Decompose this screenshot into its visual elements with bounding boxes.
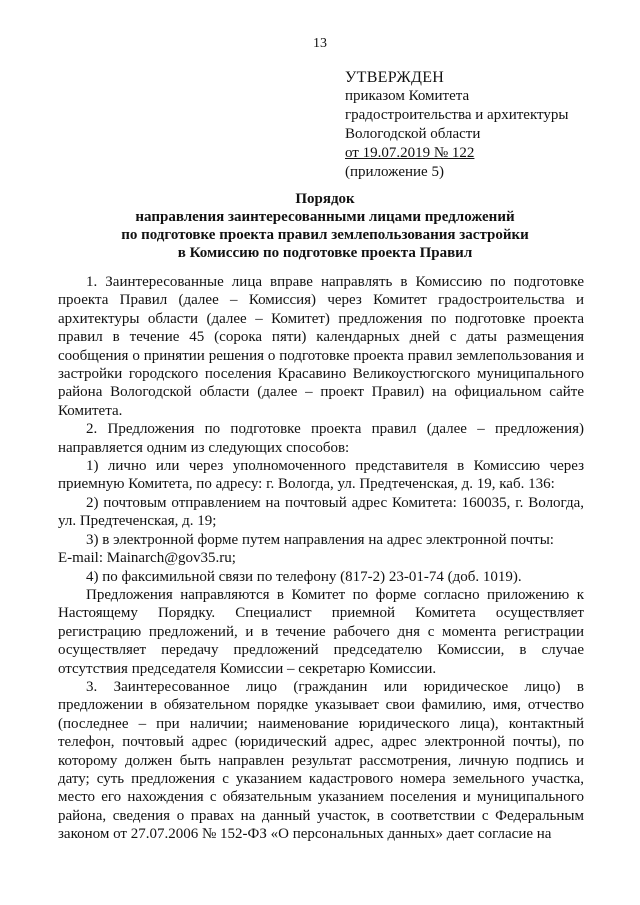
paragraph-2-item-3: 3) в электронной форме путем направления на адрес электронной почты: [86, 531, 554, 548]
title-line-4: в Комиссию по подготовке проекта Правил [177, 245, 473, 261]
paragraph-2-note: Предложения направляются в Комитет по форме согласно приложению к Настоящему Порядку. Специалист приемной Комитета осуществляет регистрацию предложений, и в течение рабочего дня с момента регистрации осуществляет передачу предложений председателю Комиссии, в случае отсутствия председателя Комиссии – секретарю Комиссии. [58, 586, 584, 677]
approval-appendix: (приложение 5) [345, 164, 444, 180]
title-line-3: по подготовке проекта правил землепользования застройки [121, 227, 529, 243]
paragraph-2-item-4: 4) по факсимильной связи по телефону (817-2) 23-01-74 (доб. 1019). [86, 568, 522, 585]
page-number: 13 [313, 36, 327, 51]
paragraph-2-item-2: 2) почтовым отправлением на почтовый адрес Комитета: 160035, г. Вологда, ул. Предтеченская, д. 19; [58, 494, 584, 530]
paragraph-2-item-1: 1) лично или через уполномоченного представителя в Комиссию через приемную Комитета, по адресу: г. Вологда, ул. Предтеченская, д. 19, каб. 136: [58, 458, 584, 493]
document-title [60, 190, 590, 262]
document-body [58, 273, 584, 844]
paragraph-3: 3. Заинтересованное лицо (гражданин или юридическое лицо) в предложении в обязательном порядке указывает свои фамилию, имя, отчество (последнее – при наличии; наименование юридического лица), контактный телефон, почтовый адрес (юридический адрес, адрес электронной почты), по которому должен быть направлен результат рассмотрения, личную подпись и дату; суть предложения с указанием кадастрового номера земельного участка, место его нахождения с обязательным указанием поселения и муниципального района, сведения о правах на данный участок, в соответствии с Федеральным законом от 27.07.2006 № 152-ФЗ «О персональных данных» дает согласие на [58, 678, 584, 843]
approval-line-3: Вологодской области [345, 126, 481, 142]
approval-line-1: приказом Комитета [345, 88, 470, 104]
title-line-2: направления заинтересованными лицами предложений [135, 209, 515, 225]
approval-order: от 19.07.2019 № 122 [345, 145, 475, 161]
approval-heading: УТВЕРЖДЕН [345, 69, 445, 86]
approval-stamp [345, 68, 568, 182]
title-line-1: Порядок [295, 191, 355, 207]
paragraph-1: 1. Заинтересованные лица вправе направлять в Комиссию по подготовке проекта Правил (далее – Комиссия) через Комитет градостроительства и архитектуры области (далее – Комитет) предложения по подготовке проекта правил в течение 45 (сорока пяти) календарных дней с даты размещения сообщения о принятии решения о подготовке проекта правил землепользования и застройки городского поселения Красавино Великоустюгского муниципального района Вологодской области (далее – проект Правил) на официальном сайте Комитета. [58, 274, 584, 419]
paragraph-2: 2. Предложения по подготовке проекта правил (далее – предложения) направляется одним из следующих способов: [58, 421, 584, 456]
email-line: E-mail: Mainarch@gov35.ru; [58, 550, 236, 567]
approval-line-2: градостроительства и архитектуры [345, 107, 569, 123]
